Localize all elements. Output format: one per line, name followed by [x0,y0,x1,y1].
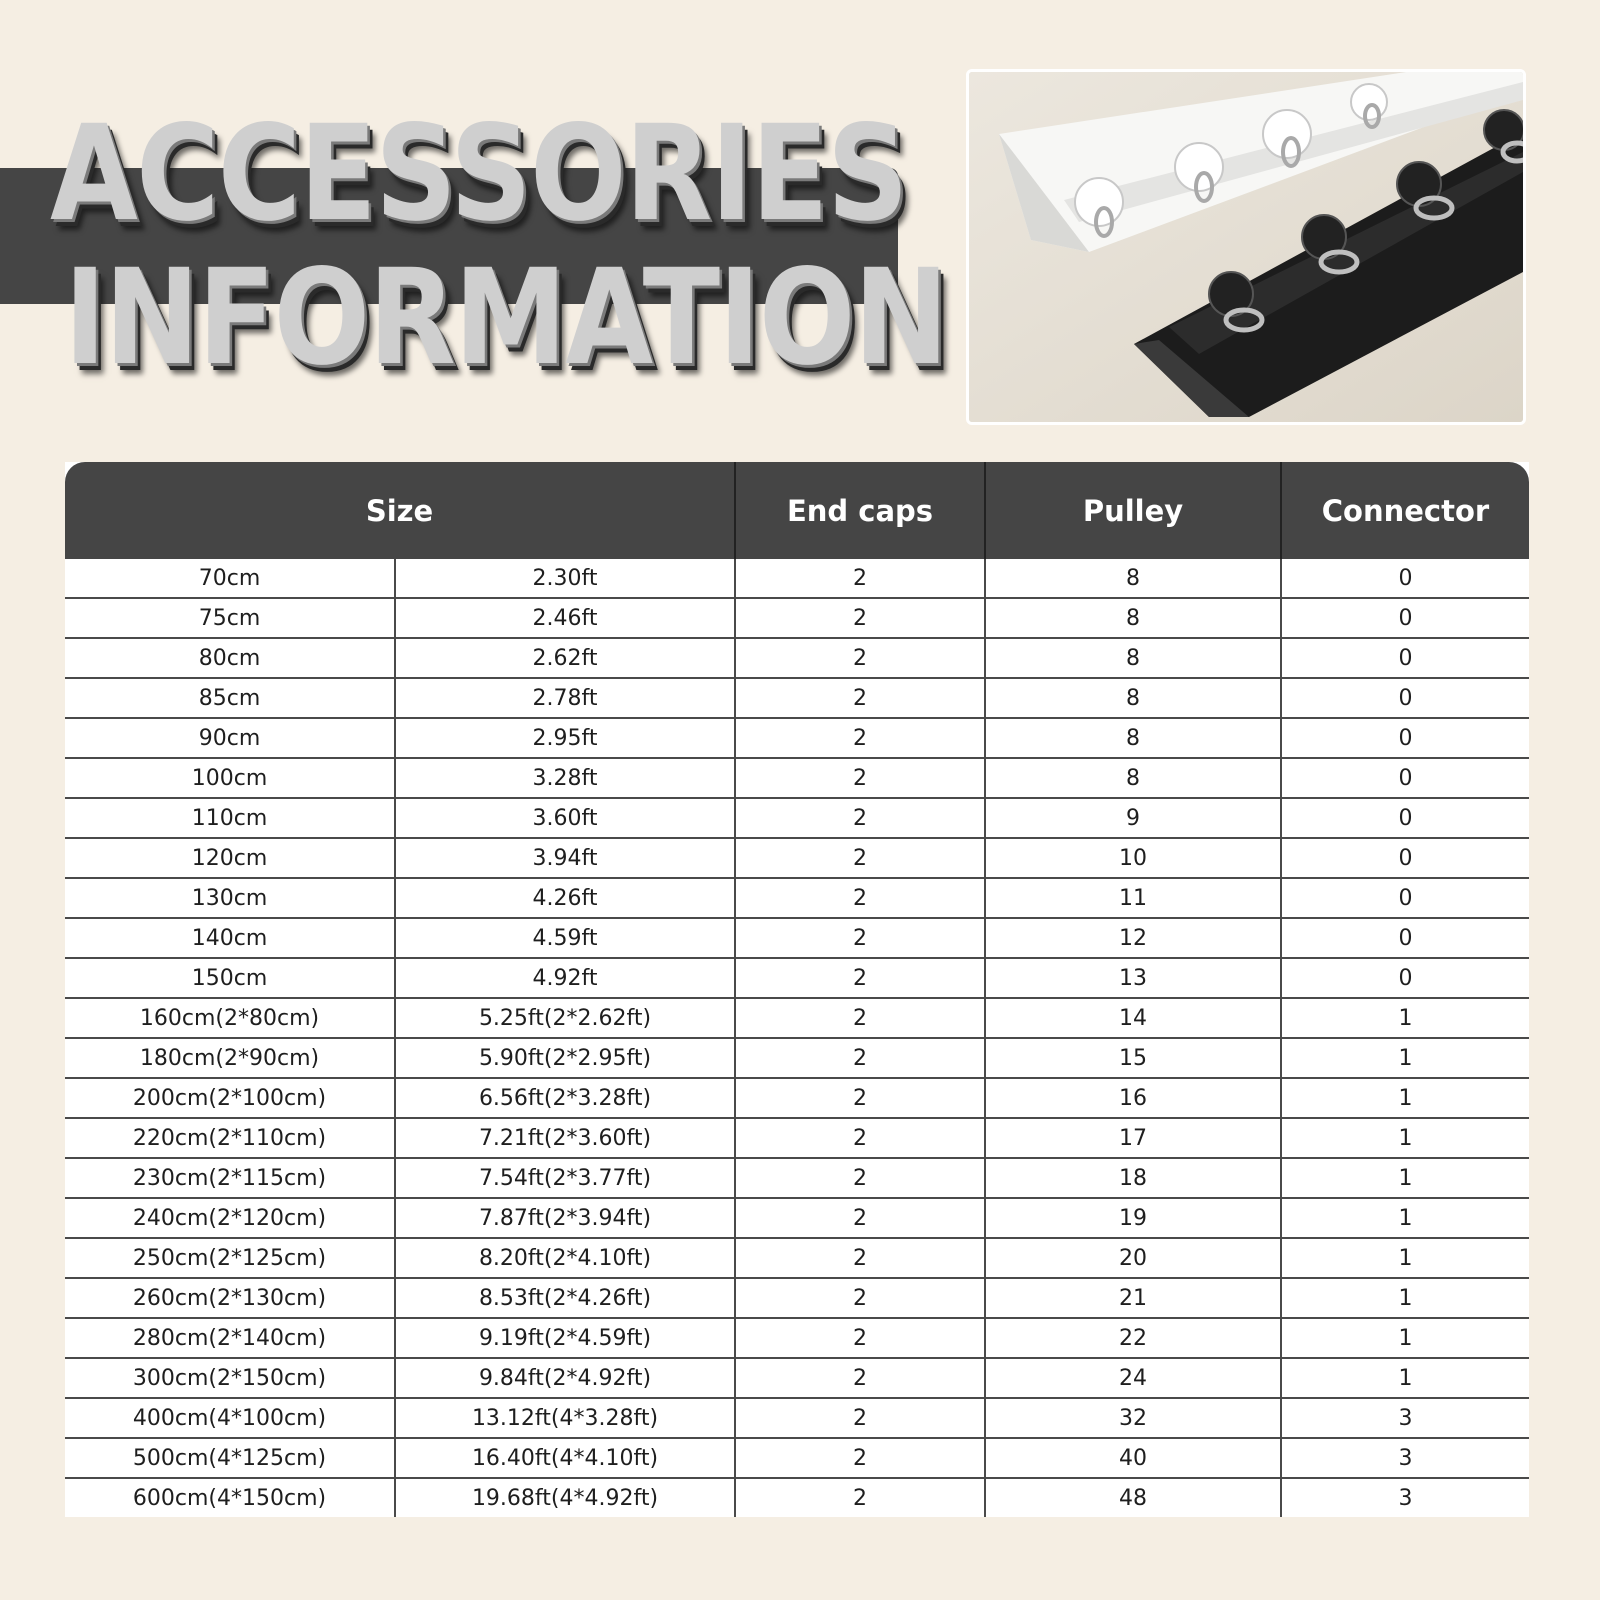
pulley-cell: 20 [985,1238,1281,1278]
end-caps-cell: 2 [735,598,985,638]
pulley-cell: 21 [985,1278,1281,1318]
table-row [65,798,1529,838]
end-caps-cell: 2 [735,1478,985,1517]
pulley-cell: 10 [985,838,1281,878]
size-ft-cell: 8.53ft(2*4.26ft) [395,1278,735,1318]
pulley-cell: 14 [985,998,1281,1038]
end-caps-cell: 2 [735,1438,985,1478]
pulley-cell: 48 [985,1478,1281,1517]
end-caps-cell: 2 [735,998,985,1038]
column-header-end-caps: End caps [735,462,985,559]
connector-cell: 0 [1281,958,1529,998]
table-row [65,1438,1529,1478]
table-row [65,1038,1529,1078]
table-row [65,1278,1529,1318]
table-row [65,1478,1529,1517]
size-ft-cell: 5.90ft(2*2.95ft) [395,1038,735,1078]
pulley-cell: 8 [985,559,1281,598]
size-cm-cell: 140cm [65,918,395,958]
pulley-cell: 12 [985,918,1281,958]
connector-cell: 0 [1281,678,1529,718]
pulley-cell: 8 [985,598,1281,638]
table-row [65,918,1529,958]
table-row [65,718,1529,758]
size-cm-cell: 160cm(2*80cm) [65,998,395,1038]
column-header-size: Size [65,462,735,559]
size-ft-cell: 7.87ft(2*3.94ft) [395,1198,735,1238]
pulley-cell: 8 [985,678,1281,718]
size-cm-cell: 130cm [65,878,395,918]
end-caps-cell: 2 [735,798,985,838]
size-ft-cell: 4.92ft [395,958,735,998]
size-cm-cell: 80cm [65,638,395,678]
pulley-cell: 24 [985,1358,1281,1398]
pulley-cell: 40 [985,1438,1281,1478]
end-caps-cell: 2 [735,718,985,758]
size-ft-cell: 2.46ft [395,598,735,638]
curtain-track-product-photo [966,69,1526,425]
pulley-cell: 16 [985,1078,1281,1118]
size-cm-cell: 240cm(2*120cm) [65,1198,395,1238]
size-ft-cell: 2.30ft [395,559,735,598]
end-caps-cell: 2 [735,1078,985,1118]
size-cm-cell: 100cm [65,758,395,798]
size-ft-cell: 8.20ft(2*4.10ft) [395,1238,735,1278]
size-cm-cell: 500cm(4*125cm) [65,1438,395,1478]
size-ft-cell: 13.12ft(4*3.28ft) [395,1398,735,1438]
accessories-table [65,462,1529,1517]
connector-cell: 1 [1281,1038,1529,1078]
end-caps-cell: 2 [735,1038,985,1078]
connector-cell: 0 [1281,718,1529,758]
size-cm-cell: 90cm [65,718,395,758]
end-caps-cell: 2 [735,1238,985,1278]
connector-cell: 0 [1281,838,1529,878]
size-ft-cell: 7.54ft(2*3.77ft) [395,1158,735,1198]
size-cm-cell: 260cm(2*130cm) [65,1278,395,1318]
end-caps-cell: 2 [735,1118,985,1158]
pulley-cell: 8 [985,638,1281,678]
table-row [65,1198,1529,1238]
connector-cell: 1 [1281,1078,1529,1118]
size-ft-cell: 3.28ft [395,758,735,798]
size-cm-cell: 280cm(2*140cm) [65,1318,395,1358]
table-row [65,1358,1529,1398]
size-cm-cell: 85cm [65,678,395,718]
connector-cell: 3 [1281,1398,1529,1438]
page-title-line-2: INFORMATION [64,241,947,395]
size-ft-cell: 19.68ft(4*4.92ft) [395,1478,735,1517]
size-cm-cell: 400cm(4*100cm) [65,1398,395,1438]
pulley-cell: 18 [985,1158,1281,1198]
size-cm-cell: 70cm [198,565,261,591]
end-caps-cell: 2 [735,878,985,918]
size-ft-cell: 4.59ft [395,918,735,958]
pulley-cell: 17 [985,1118,1281,1158]
column-header-connector: Connector [1281,462,1529,559]
size-ft-cell: 2.95ft [395,718,735,758]
size-cm-cell: 600cm(4*150cm) [65,1478,395,1517]
size-cm-cell: 220cm(2*110cm) [65,1118,395,1158]
connector-cell: 0 [1281,598,1529,638]
size-cm-cell: 150cm [65,958,395,998]
table-row [65,758,1529,798]
size-ft-cell: 16.40ft(4*4.10ft) [395,1438,735,1478]
table-row [65,678,1529,718]
connector-cell: 0 [1281,918,1529,958]
end-caps-cell: 2 [735,1398,985,1438]
connector-cell: 0 [1281,638,1529,678]
size-cm-cell: 230cm(2*115cm) [65,1158,395,1198]
connector-cell: 0 [1281,758,1529,798]
table-row [65,1078,1529,1118]
end-caps-cell: 2 [735,1198,985,1238]
connector-cell: 3 [1281,1438,1529,1478]
table-row [65,998,1529,1038]
size-cm-cell: 120cm [65,838,395,878]
table-row [65,638,1529,678]
connector-cell: 1 [1281,1198,1529,1238]
table-row [65,1158,1529,1198]
connector-cell: 1 [1281,1238,1529,1278]
size-cm-cell: 110cm [65,798,395,838]
size-ft-cell: 4.26ft [395,878,735,918]
connector-cell: 0 [1281,878,1529,918]
page-title-line-1: ACCESSORIES [50,97,907,251]
connector-cell: 3 [1281,1478,1529,1517]
size-ft-cell: 2.62ft [395,638,735,678]
size-ft-cell: 2.78ft [395,678,735,718]
table-row [65,838,1529,878]
column-header-pulley: Pulley [985,462,1281,559]
end-caps-cell: 2 [735,678,985,718]
size-ft-cell: 5.25ft(2*2.62ft) [395,998,735,1038]
pulley-cell: 22 [985,1318,1281,1358]
connector-cell: 1 [1281,1278,1529,1318]
table-body [65,559,1529,1517]
table-row [65,559,1529,598]
connector-cell: 1 [1281,998,1529,1038]
size-cm-cell: 300cm(2*150cm) [65,1358,395,1398]
end-caps-cell: 2 [735,559,985,598]
connector-cell: 1 [1281,1158,1529,1198]
end-caps-cell: 2 [735,758,985,798]
pulley-cell: 15 [985,1038,1281,1078]
size-ft-cell: 3.60ft [395,798,735,838]
pulley-cell: 11 [985,878,1281,918]
end-caps-cell: 2 [735,838,985,878]
end-caps-cell: 2 [735,918,985,958]
size-ft-cell: 7.21ft(2*3.60ft) [395,1118,735,1158]
pulley-cell: 32 [985,1398,1281,1438]
size-cm-cell: 75cm [65,598,395,638]
connector-cell: 1 [1281,1358,1529,1398]
connector-cell: 0 [1281,559,1529,598]
end-caps-cell: 2 [735,1278,985,1318]
pulley-cell: 8 [985,718,1281,758]
table-row [65,1318,1529,1358]
pulley-cell: 9 [985,798,1281,838]
pulley-cell: 19 [985,1198,1281,1238]
size-cm-cell: 250cm(2*125cm) [65,1238,395,1278]
size-ft-cell: 9.19ft(2*4.59ft) [395,1318,735,1358]
table-row [65,1398,1529,1438]
table-row [65,1118,1529,1158]
table-row [65,1238,1529,1278]
end-caps-cell: 2 [735,1318,985,1358]
size-ft-cell: 6.56ft(2*3.28ft) [395,1078,735,1118]
end-caps-cell: 2 [735,638,985,678]
table-header-row [65,462,1529,559]
size-ft-cell: 9.84ft(2*4.92ft) [395,1358,735,1398]
pulley-cell: 8 [985,758,1281,798]
connector-cell: 1 [1281,1318,1529,1358]
end-caps-cell: 2 [735,1358,985,1398]
connector-cell: 1 [1281,1118,1529,1158]
end-caps-cell: 2 [735,958,985,998]
table-row [65,598,1529,638]
size-ft-cell: 3.94ft [395,838,735,878]
connector-cell: 0 [1281,798,1529,838]
size-cm-cell: 180cm(2*90cm) [65,1038,395,1078]
pulley-cell: 13 [985,958,1281,998]
end-caps-cell: 2 [735,1158,985,1198]
table-row [65,878,1529,918]
table-row [65,958,1529,998]
size-cm-cell: 200cm(2*100cm) [65,1078,395,1118]
